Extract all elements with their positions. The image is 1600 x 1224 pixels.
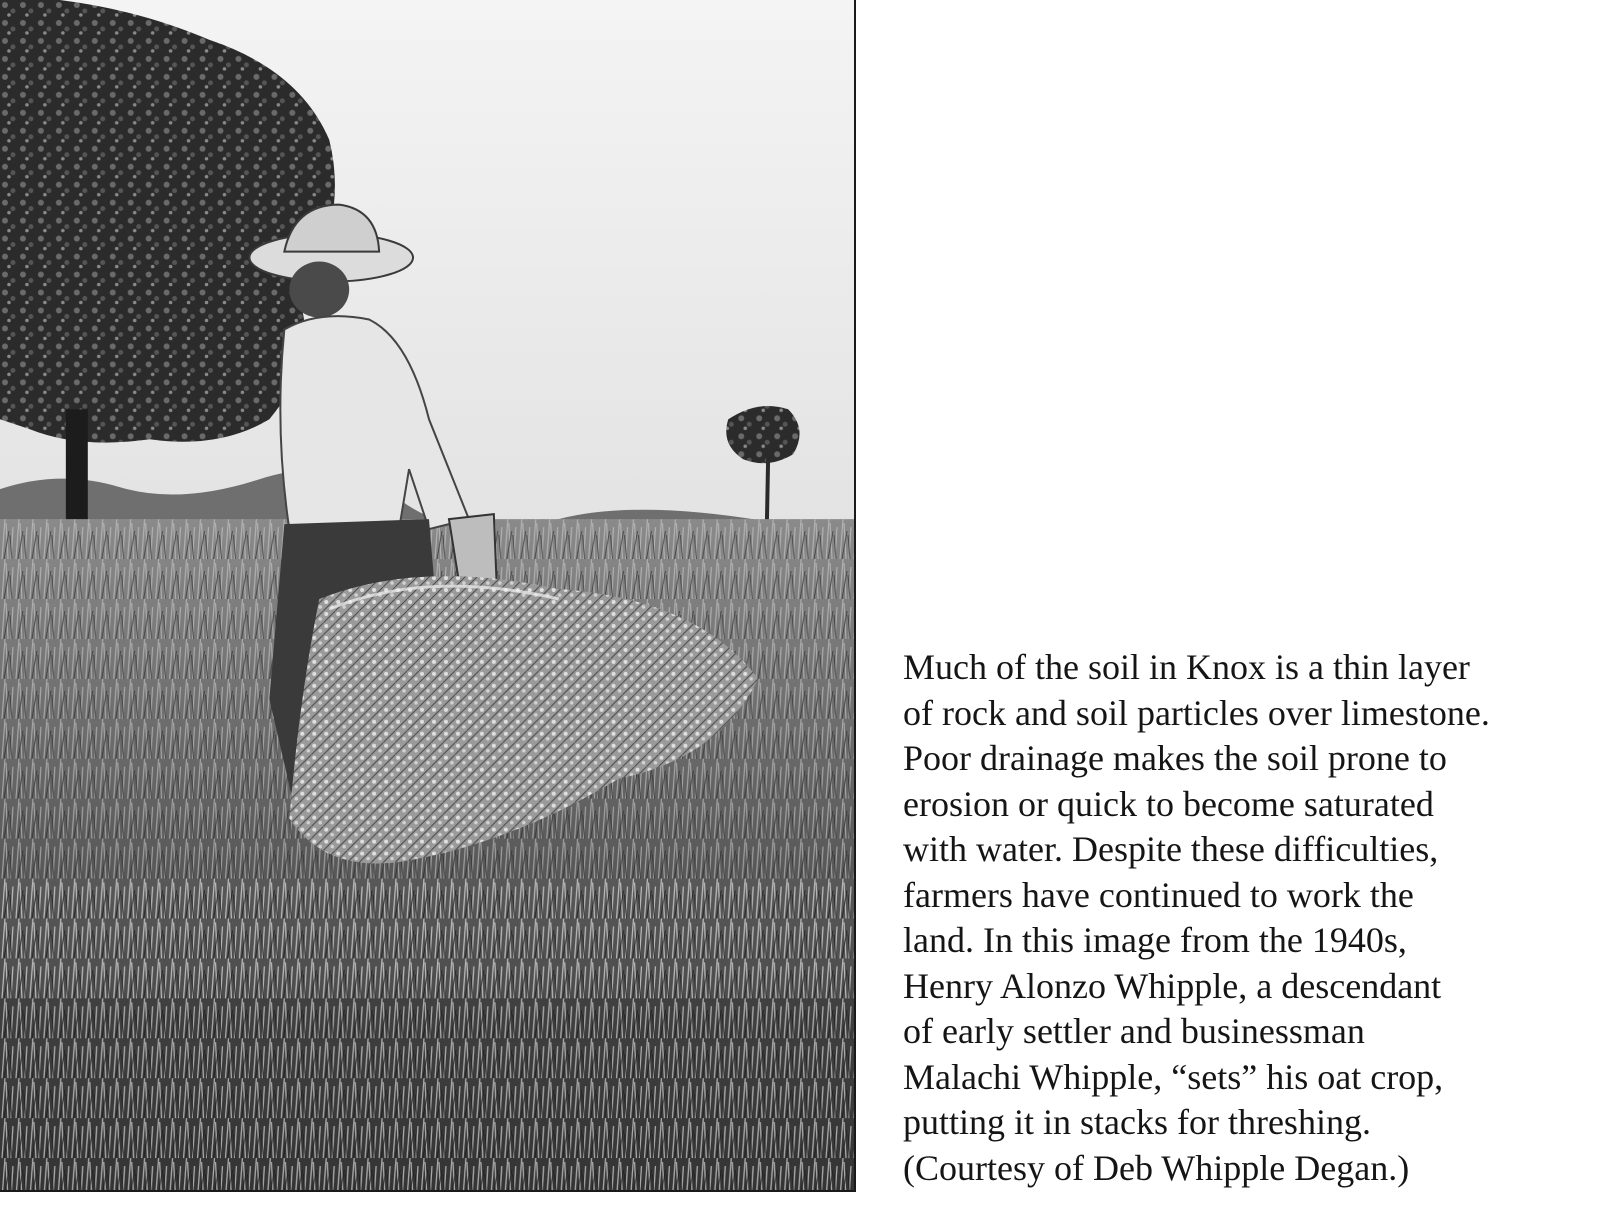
caption-line: farmers have continued to work the xyxy=(903,874,1414,915)
photo-caption xyxy=(903,645,1593,1191)
caption-line: putting it in stacks for threshing. xyxy=(903,1102,1371,1142)
caption-line: erosion or quick to become saturated xyxy=(903,783,1434,824)
caption-line: of early settler and businessman xyxy=(903,1011,1365,1051)
caption-line: of rock and soil particles over limestone. xyxy=(903,692,1490,733)
caption-line: (Courtesy of Deb Whipple Degan.) xyxy=(903,1147,1410,1188)
caption-line: with water. Despite these difficulties, xyxy=(903,829,1439,869)
caption-line: Malachi Whipple, “sets” his oat crop, xyxy=(903,1056,1444,1097)
caption-line: Much of the soil in Knox is a thin layer xyxy=(903,647,1470,687)
caption-line: Henry Alonzo Whipple, a descendant xyxy=(903,965,1442,1006)
caption-line: Poor drainage makes the soil prone to xyxy=(903,738,1447,778)
caption-line: land. In this image from the 1940s, xyxy=(903,920,1407,960)
